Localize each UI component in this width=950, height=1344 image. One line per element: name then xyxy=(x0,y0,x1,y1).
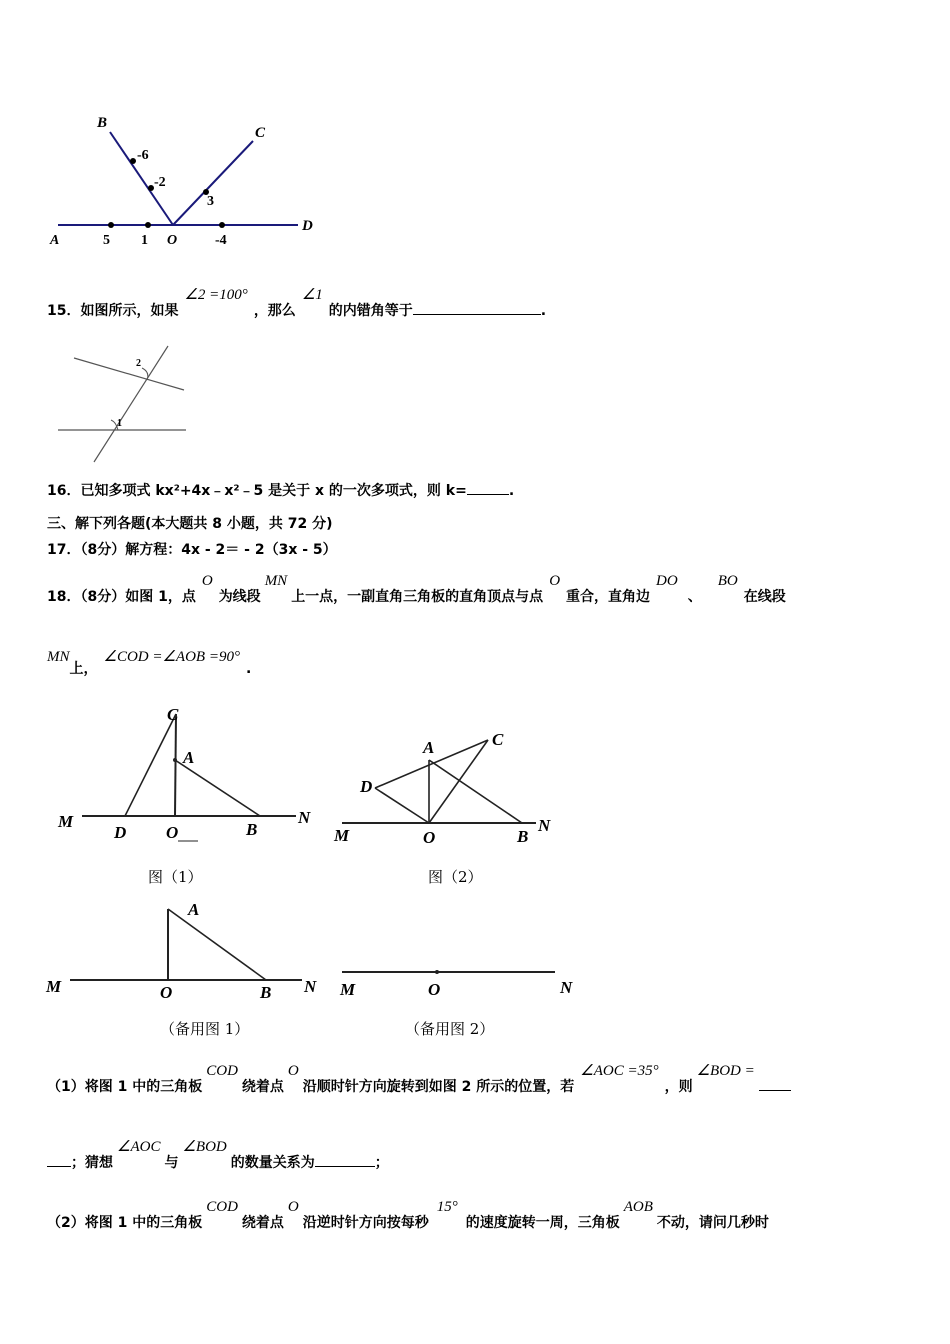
q18-text-5: 、 xyxy=(687,589,702,605)
figure-2-caption: 图（2） xyxy=(428,868,483,886)
point-m4 xyxy=(219,222,225,228)
q18-text-2: 为线段 xyxy=(218,589,261,605)
label-o: O xyxy=(160,983,173,1002)
p2-point-o: O xyxy=(287,1199,299,1215)
label-d: D xyxy=(360,777,373,796)
q18-angle-equation: ∠COD =∠AOB =90° xyxy=(103,649,240,665)
q18-edge-bo: BO xyxy=(717,573,738,589)
p1-text-4: ，则 xyxy=(664,1079,693,1095)
top-line xyxy=(74,358,184,390)
q15-angle2: ∠2 =100° xyxy=(184,287,248,303)
question-18-line-2 xyxy=(47,646,252,677)
label-a: A xyxy=(50,233,60,248)
point-p5 xyxy=(108,222,114,228)
question-15 xyxy=(47,284,547,319)
edge-ab xyxy=(429,760,522,823)
q18-point-o: O xyxy=(201,573,213,589)
point-a xyxy=(173,758,177,762)
label-b: B xyxy=(97,115,108,131)
p1-angle-aoc: ∠AOC =35° xyxy=(580,1063,659,1079)
edge-dc xyxy=(125,714,176,816)
part-1-line-1 xyxy=(47,1060,791,1095)
p2-text-1: （2）将图 1 中的三角板 xyxy=(47,1215,203,1231)
label-1: 1 xyxy=(117,418,122,429)
spare-figure-1-caption: （备用图 1） xyxy=(160,1020,250,1038)
p1-text-8: ； xyxy=(374,1155,389,1171)
label-a: A xyxy=(423,738,435,757)
label-d: D xyxy=(302,218,313,234)
point-o xyxy=(435,970,439,974)
q18-segment-mn-2: MN xyxy=(47,649,70,665)
p1-answer-blank-2[interactable] xyxy=(315,1152,375,1167)
section-3-title: 三、解下列各题(本大题共 8 小题，共 72 分) xyxy=(47,516,333,532)
edge-oc xyxy=(175,714,176,816)
p1-triangle-cod: COD xyxy=(206,1063,238,1079)
p1-text-7: 的数量关系为 xyxy=(230,1155,315,1171)
point-m6 xyxy=(130,158,136,164)
label-2: 2 xyxy=(136,358,141,369)
label-m: M xyxy=(58,812,74,831)
question-17: 17．（8分）解方程：4x - 2＝ - 2（3x - 5） xyxy=(47,542,337,558)
p1-text-1: （1）将图 1 中的三角板 xyxy=(47,1079,203,1095)
label-o: O xyxy=(166,823,179,842)
q18-text-6: 在线段 xyxy=(743,589,786,605)
q16-end: . xyxy=(508,483,515,499)
q15-number: 15． xyxy=(47,303,81,319)
p1-text-2: 绕着点 xyxy=(241,1079,284,1095)
tick-p1: 1 xyxy=(141,233,148,248)
q18-text-1: 18．（8分）如图 1，点 xyxy=(47,589,196,605)
q15-end: . xyxy=(540,303,547,319)
q18-text-3: 上一点，一副直角三角板的直角顶点与点 xyxy=(291,589,544,605)
label-m: M xyxy=(46,977,62,996)
q18-edge-do: DO xyxy=(656,573,678,589)
figure-parallel-lines xyxy=(50,340,200,470)
figure-1-caption: 图（1） xyxy=(148,868,203,886)
p1-text-6: 与 xyxy=(164,1155,179,1171)
label-b: B xyxy=(517,827,529,846)
p2-text-4: 的速度旋转一周，三角板 xyxy=(465,1215,620,1231)
tick-p3: 3 xyxy=(207,194,214,209)
label-c: C xyxy=(255,125,266,141)
label-a: A xyxy=(183,748,195,767)
p2-rate: 15° xyxy=(436,1199,458,1215)
q16-text: 16．已知多项式 kx²+4x﹣x²﹣5 是关于 x 的一次多项式，则 k= xyxy=(47,483,467,499)
label-c: C xyxy=(167,705,179,724)
q18-text-8: . xyxy=(245,661,252,677)
p2-triangle-cod: COD xyxy=(206,1199,238,1215)
tick-p5: 5 xyxy=(103,233,110,248)
question-18-line-1 xyxy=(47,570,786,605)
q18-text-4: 重合，直角边 xyxy=(566,589,651,605)
label-m: M xyxy=(340,980,356,999)
figure-2 xyxy=(330,725,570,855)
tick-m4: -4 xyxy=(215,233,227,248)
q16-answer-blank[interactable] xyxy=(467,480,509,495)
p1-answer-blank-1-cont[interactable] xyxy=(47,1152,71,1167)
p1-text-5: ；猜想 xyxy=(71,1155,113,1171)
ray-oc xyxy=(173,141,253,225)
label-n: N xyxy=(304,977,317,996)
p1-angle-bod-2: ∠BOD xyxy=(182,1139,227,1155)
label-b: B xyxy=(260,983,272,1002)
q15-angle1: ∠1 xyxy=(301,287,323,303)
label-n: N xyxy=(538,816,551,835)
q15-text-1: 如图所示，如果 xyxy=(80,303,179,319)
p1-answer-blank-1[interactable] xyxy=(759,1076,791,1091)
q15-text-2: ，那么 xyxy=(253,303,296,319)
label-o: O xyxy=(423,828,436,847)
spare-figure-1 xyxy=(40,895,330,1010)
point-p1 xyxy=(145,222,151,228)
q18-point-o-2: O xyxy=(549,573,561,589)
p1-point-o: O xyxy=(287,1063,299,1079)
transversal xyxy=(94,346,168,462)
tick-m2: -2 xyxy=(154,175,166,190)
label-d: D xyxy=(114,823,127,842)
q18-segment-mn: MN xyxy=(264,573,288,589)
part-2-line-1 xyxy=(47,1196,769,1231)
edge-ab xyxy=(175,760,260,816)
label-n: N xyxy=(560,978,573,997)
part-1-line-2 xyxy=(47,1136,389,1171)
question-16 xyxy=(47,480,514,500)
label-m: M xyxy=(334,826,350,845)
p2-text-3: 沿逆时针方向按每秒 xyxy=(302,1215,429,1231)
label-o: O xyxy=(428,980,441,999)
label-n: N xyxy=(298,808,311,827)
label-b: B xyxy=(246,820,258,839)
label-c: C xyxy=(492,730,504,749)
label-o: O xyxy=(167,233,178,248)
tick-m6: -6 xyxy=(137,148,149,163)
edge-ab xyxy=(168,909,266,980)
p1-text-3: 沿顺时针方向旋转到如图 2 所示的位置，若 xyxy=(302,1079,575,1095)
p2-triangle-aob: AOB xyxy=(623,1199,653,1215)
label-a: A xyxy=(188,900,200,919)
spare-figure-2 xyxy=(330,955,590,1005)
figure-rays xyxy=(40,108,340,258)
q15-text-3: 的内错角等于 xyxy=(328,303,413,319)
edge-od xyxy=(375,788,429,823)
p1-angle-aoc-2: ∠AOC xyxy=(117,1139,161,1155)
p1-angle-bod: ∠BOD = xyxy=(696,1063,755,1079)
p2-text-2: 绕着点 xyxy=(241,1215,284,1231)
figure-1 xyxy=(50,700,330,850)
p2-text-5: 不动，请问几秒时 xyxy=(656,1215,769,1231)
q18-text-7: 上， xyxy=(69,661,98,677)
q15-answer-blank[interactable] xyxy=(413,300,541,315)
spare-figure-2-caption: （备用图 2） xyxy=(405,1020,495,1038)
